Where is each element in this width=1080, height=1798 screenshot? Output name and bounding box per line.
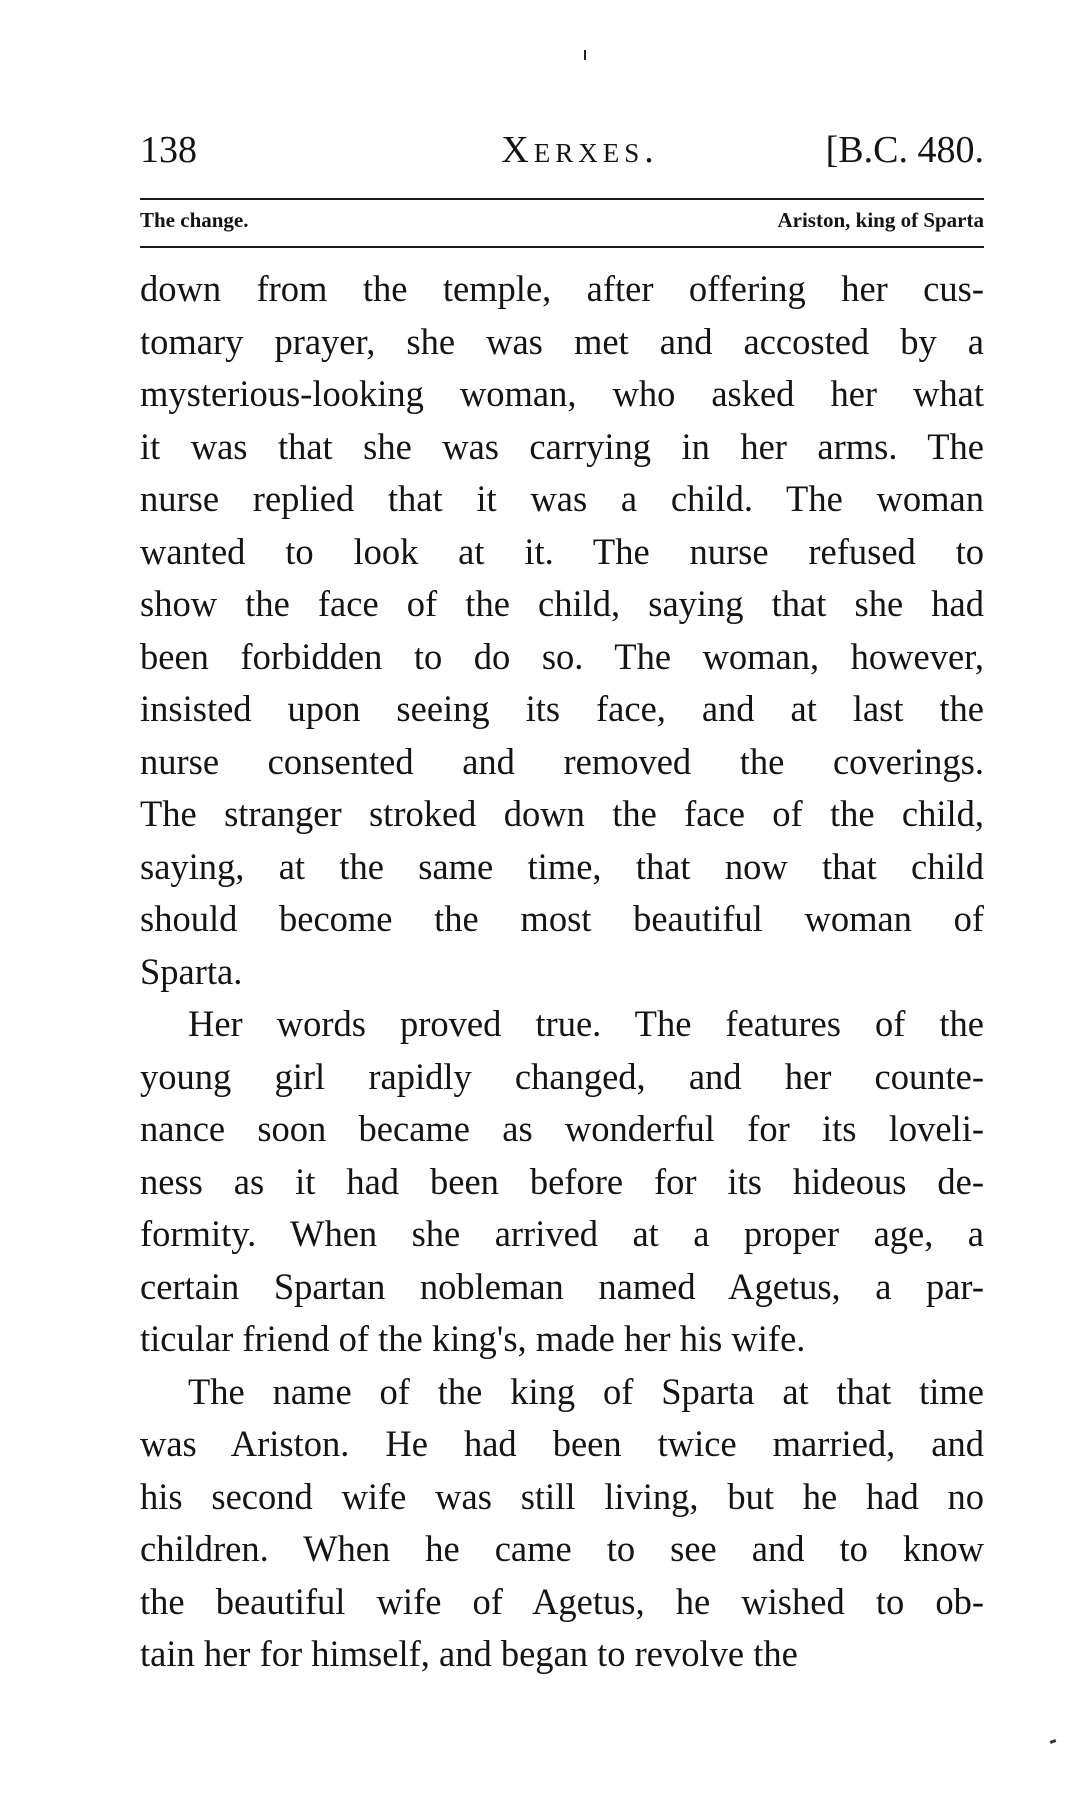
side-note-left: The change. bbox=[140, 208, 249, 232]
header-rule bbox=[140, 198, 984, 200]
text-line: mysterious-looking woman, who asked her what bbox=[140, 373, 984, 414]
text-line: formity. When she arrived at a proper age, a bbox=[140, 1213, 984, 1254]
paragraph bbox=[140, 263, 984, 998]
text-line: children. When he came to see and to know bbox=[140, 1528, 984, 1569]
text-line: been forbidden to do so. The woman, however, bbox=[140, 635, 984, 677]
text-line: ness as it had been before for its hideous de- bbox=[140, 1160, 984, 1202]
text-line: was Ariston. He had been twice married, and bbox=[140, 1423, 984, 1464]
text-line: Sparta. bbox=[140, 950, 243, 992]
text-line: nurse replied that it was a child. The woman bbox=[140, 478, 984, 519]
print-speck bbox=[1050, 1739, 1057, 1744]
side-notes bbox=[140, 208, 984, 240]
side-note-right: Ariston, king of Sparta bbox=[777, 208, 984, 232]
paragraph bbox=[140, 998, 984, 1366]
text-line: nance soon became as wonderful for its loveli- bbox=[140, 1108, 984, 1149]
text-line: young girl rapidly changed, and her counte- bbox=[140, 1055, 984, 1097]
text-line: his second wife was still living, but he had no bbox=[140, 1475, 984, 1517]
paragraph bbox=[140, 1366, 984, 1681]
date-reference: [B.C. 480. bbox=[825, 129, 984, 171]
body-text bbox=[140, 263, 984, 1681]
print-mark bbox=[584, 50, 586, 60]
text-line: tain her for himself, and began to revolve the bbox=[140, 1633, 798, 1674]
text-line: down from the temple, after offering her cus- bbox=[140, 268, 984, 309]
text-line: tomary prayer, she was met and accosted by a bbox=[140, 320, 984, 362]
page-number: 138 bbox=[140, 129, 197, 171]
text-line: certain Spartan nobleman named Agetus, a par- bbox=[140, 1265, 984, 1307]
text-line: show the face of the child, saying that she had bbox=[140, 583, 984, 624]
text-line: ticular friend of the king's, made her his wife. bbox=[140, 1318, 806, 1359]
text-line: saying, at the same time, that now that child bbox=[140, 845, 984, 887]
text-line: Her words proved true. The features of the bbox=[188, 1003, 984, 1044]
running-head bbox=[140, 128, 984, 176]
side-note-rule bbox=[140, 246, 984, 248]
text-line: should become the most beautiful woman of bbox=[140, 898, 984, 939]
text-line: the beautiful wife of Agetus, he wished to ob- bbox=[140, 1580, 984, 1622]
text-line: insisted upon seeing its face, and at last the bbox=[140, 688, 984, 729]
text-line: it was that she was carrying in her arms. The bbox=[140, 425, 984, 467]
text-line: nurse consented and removed the coverings. bbox=[140, 740, 984, 782]
book-title: Xerxes. bbox=[501, 129, 659, 171]
text-line: wanted to look at it. The nurse refused to bbox=[140, 530, 984, 572]
text-line: The stranger stroked down the face of the child, bbox=[140, 793, 984, 834]
text-line: The name of the king of Sparta at that time bbox=[188, 1370, 984, 1412]
